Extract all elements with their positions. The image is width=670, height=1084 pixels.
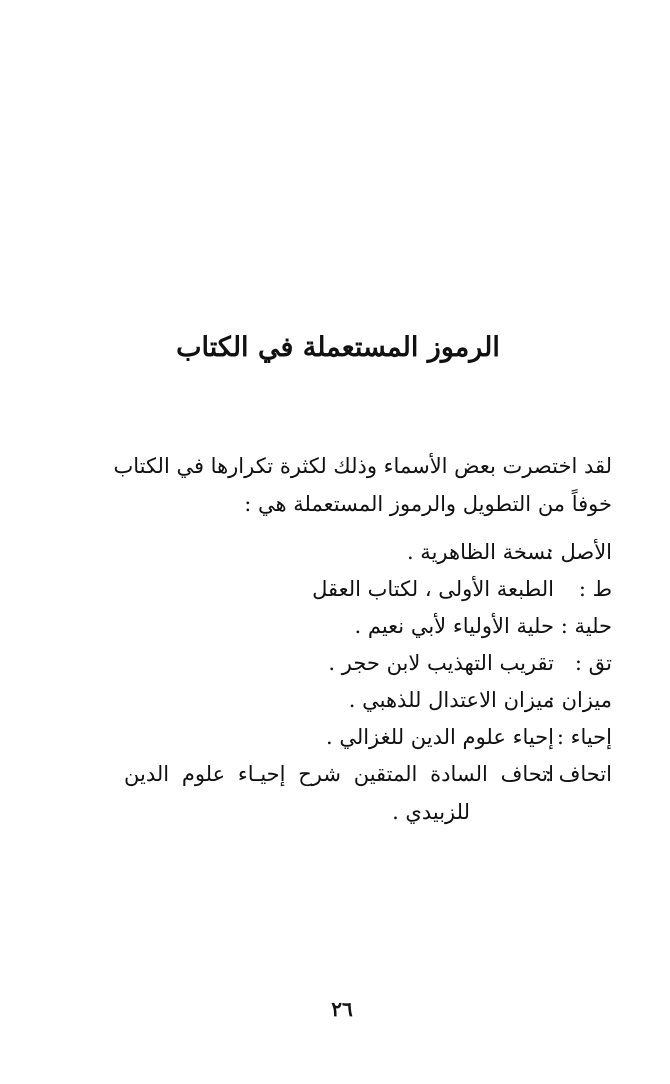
abbreviation-key: إحياء : <box>556 725 612 749</box>
abbreviation-value: حلية الأولياء لأبي نعيم . <box>354 614 554 638</box>
abbreviation-key: حلية : <box>560 614 612 638</box>
intro-line-2: خوفاً من التطويل والرموز المستعملة هي : <box>244 492 612 516</box>
abbreviation-value: الطبعة الأولى ، لكتاب العقل <box>312 577 554 601</box>
abbreviation-value: إحياء علوم الدين للغزالي . <box>325 725 554 749</box>
abbreviation-key: تق : <box>574 651 612 675</box>
abbreviation-value: نسخة الظاهرية . <box>406 540 552 564</box>
page-number: ٢٦ <box>331 997 353 1021</box>
abbreviation-key: الأصل : <box>546 540 612 564</box>
abbreviation-entry <box>312 577 612 601</box>
abbreviation-value: اتحاف السادة المتقين شرح إحيـاء علوم الدين <box>124 762 554 786</box>
intro-line-1: لقد اختصرت بعض الأسماء وذلك لكثرة تكرارها في الكتاب <box>113 454 612 478</box>
abbreviation-value: تقريب التهذيب لابن حجر . <box>328 651 554 675</box>
abbreviation-entry <box>406 540 612 564</box>
abbreviation-key: ط : <box>578 577 612 601</box>
abbreviation-entry <box>348 688 612 712</box>
page-title: الرموز المستعملة في الكتاب <box>176 332 500 363</box>
abbreviation-key: ميزان : <box>547 688 612 712</box>
abbreviation-value: ميزان الاعتدال للذهبي . <box>348 688 554 712</box>
abbreviation-entry <box>354 614 612 638</box>
abbreviation-entry <box>328 651 612 675</box>
abbreviation-key: اتحاف : <box>544 762 612 786</box>
abbreviation-value-continuation: للزبيدي . <box>392 800 470 824</box>
abbreviation-entry <box>124 762 612 786</box>
abbreviation-entry <box>325 725 612 749</box>
